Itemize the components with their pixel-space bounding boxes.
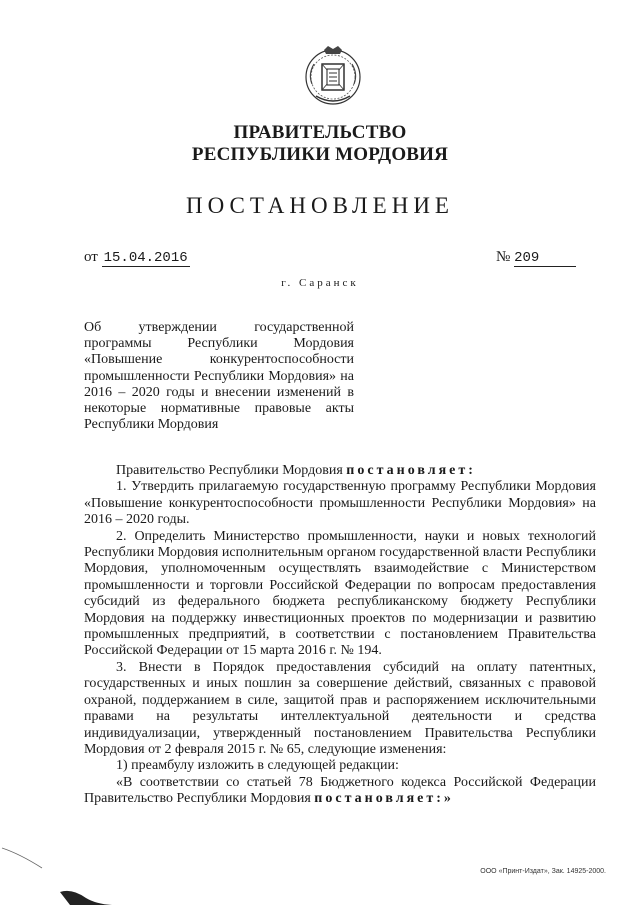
decree-date <box>84 249 190 266</box>
date-prefix: от <box>84 249 98 265</box>
coat-of-arms-icon <box>302 44 364 108</box>
paragraph-5-resolves: постановляет:» <box>314 791 454 807</box>
intro-resolves: постановляет: <box>346 463 476 478</box>
paragraph-1: 1. Утвердить прилагаемую государственную программу Республики Мордовия «Повышение конкурентоспособности промышленности Республики Мордовия» на 2016 – 2020 годы. <box>84 479 596 528</box>
document-type-title: ПОСТАНОВЛЕНИЕ <box>186 193 454 218</box>
paragraph-2: 2. Определить Министерство промышленности, науки и новых технологий Республики Мордовия исполнительным органом государственной власти Республики Мордовия, уполномоченным осуществлять взаимодействие с Министерством промышленности и торговли Российской Федерации по вопросам предоставления субсидий из федерального бюджета республиканскому бюджету Республики Мордовия на поддержку инвестиционных проектов по модернизации и развитию промышленных предприятий, в соответствии с постановлением Правительства Российской Федерации от 15 марта 2016 г. № 194. <box>84 528 596 659</box>
government-name-line1: ПРАВИТЕЛЬСТВО <box>233 122 407 143</box>
city-label: г. Саранск <box>281 277 359 289</box>
government-name-line2: РЕСПУБЛИКИ МОРДОВИЯ <box>191 144 449 165</box>
paragraph-5-text: «В соответствии со статьей 78 Бюджетного кодекса Российской Федерации Правительство Республики Мордовия <box>84 774 596 807</box>
intro-text: Правительство Республики Мордовия <box>116 463 343 478</box>
printer-imprint: ООО «Принт-Издат», Зак. 14925-2000. <box>480 868 606 875</box>
number-value: 209 <box>514 250 576 267</box>
paragraph-5 <box>84 775 596 808</box>
scan-artifact <box>0 840 120 905</box>
date-value: 15.04.2016 <box>103 250 188 266</box>
paragraph-4: 1) преамбулу изложить в следующей редакции: <box>116 758 399 774</box>
decree-subject: Об утверждении государственной программы Республики Мордовия «Повышение конкурентоспособности промышленности Республики Мордовия» на 2016 – 2020 годы и внесении изменений в некоторые нормативные правовые акты Республики Мордовия <box>84 320 354 433</box>
decree-body <box>84 463 596 808</box>
paragraph-3: 3. Внести в Порядок предоставления субсидий на оплату патентных, государственных и иных пошлин за совершение действий, связанных с правовой охраной, поддержанием в силе, защитой прав и распоряжением исключительными правами на результаты интеллектуальной деятельности и средства индивидуализации, утвержденный постановлением Правительства Республики Мордовия от 2 февраля 2015 г. № 65, следующие изменения: <box>84 659 596 757</box>
decree-number <box>496 249 588 267</box>
intro-paragraph <box>84 463 596 479</box>
number-prefix: № <box>496 249 511 265</box>
